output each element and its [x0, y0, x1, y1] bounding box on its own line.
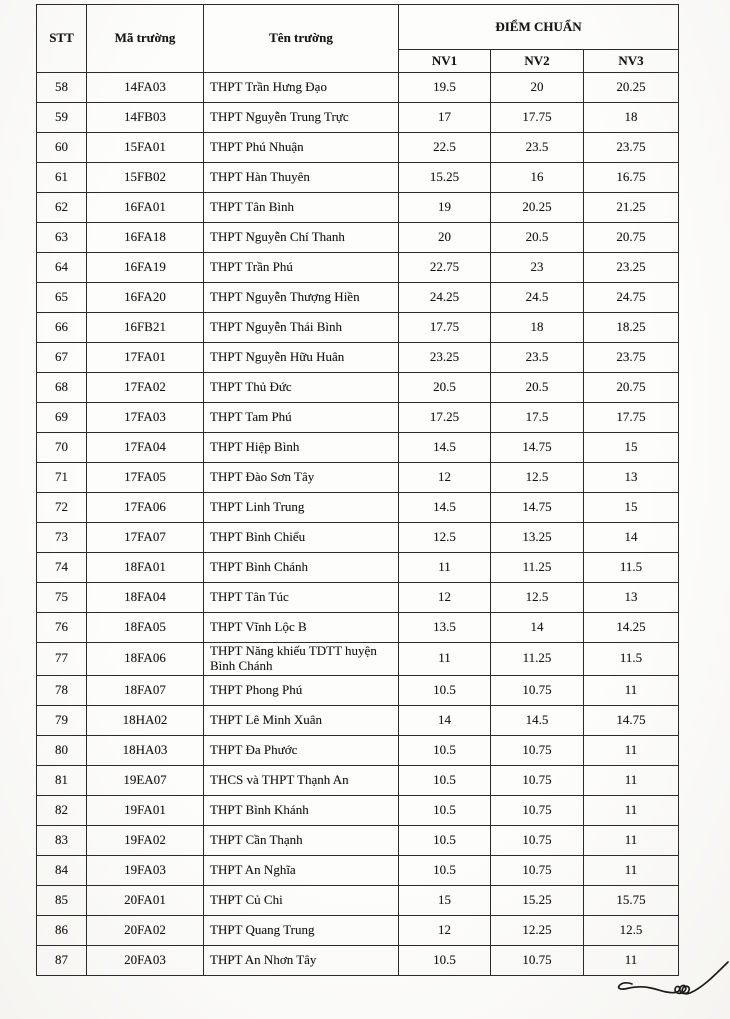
cell-school-code: 17FA04 [87, 433, 204, 463]
cell-school-name: THPT Phong Phú [204, 675, 399, 705]
cell-school-code: 16FA20 [87, 283, 204, 313]
table-body [37, 73, 679, 976]
cell-school-code: 17FA07 [87, 523, 204, 553]
header-nv2: NV2 [491, 50, 584, 73]
cell-nv3-score: 11.5 [584, 553, 679, 583]
table-row [37, 643, 679, 676]
cell-nv2-score: 20.25 [491, 193, 584, 223]
cell-stt: 84 [37, 855, 87, 885]
cell-stt: 75 [37, 583, 87, 613]
table-row [37, 253, 679, 283]
cell-nv2-score: 12.5 [491, 583, 584, 613]
cell-nv3-score: 16.75 [584, 163, 679, 193]
cell-school-code: 19FA02 [87, 825, 204, 855]
cell-school-code: 18FA04 [87, 583, 204, 613]
cell-school-code: 15FA01 [87, 133, 204, 163]
cell-nv3-score: 21.25 [584, 193, 679, 223]
cell-nv1-score: 15 [399, 885, 491, 915]
cell-nv3-score: 17.75 [584, 403, 679, 433]
cell-nv3-score: 11 [584, 795, 679, 825]
cell-nv3-score: 11 [584, 945, 679, 975]
cell-stt: 58 [37, 73, 87, 103]
cell-stt: 71 [37, 463, 87, 493]
cell-school-code: 20FA01 [87, 885, 204, 915]
table-row [37, 433, 679, 463]
cell-nv1-score: 13.5 [399, 613, 491, 643]
cell-school-code: 19EA07 [87, 765, 204, 795]
cell-nv2-score: 12.25 [491, 915, 584, 945]
cell-nv3-score: 11 [584, 735, 679, 765]
cell-school-name: THPT Tân Túc [204, 583, 399, 613]
cell-nv2-score: 20 [491, 73, 584, 103]
cell-school-name: THPT Tân Bình [204, 193, 399, 223]
cell-school-name: THPT Năng khiếu TDTT huyện Bình Chánh [204, 643, 399, 676]
cell-stt: 72 [37, 493, 87, 523]
cell-school-name: THPT Trần Phú [204, 253, 399, 283]
cell-school-code: 16FA01 [87, 193, 204, 223]
table-row [37, 73, 679, 103]
table-row [37, 735, 679, 765]
cell-school-code: 20FA03 [87, 945, 204, 975]
table-row [37, 765, 679, 795]
table-row [37, 463, 679, 493]
cell-nv1-score: 10.5 [399, 795, 491, 825]
cell-stt: 87 [37, 945, 87, 975]
cell-school-name: THPT Vĩnh Lộc B [204, 613, 399, 643]
cell-nv3-score: 12.5 [584, 915, 679, 945]
table-row [37, 373, 679, 403]
cell-nv3-score: 11 [584, 675, 679, 705]
cell-school-code: 15FB02 [87, 163, 204, 193]
signature-scribble [602, 958, 730, 1016]
cell-stt: 59 [37, 103, 87, 133]
table-row [37, 613, 679, 643]
cell-stt: 69 [37, 403, 87, 433]
cell-school-code: 18HA03 [87, 735, 204, 765]
cell-school-name: THPT Nguyễn Trung Trực [204, 103, 399, 133]
cell-school-name: THPT Cần Thạnh [204, 825, 399, 855]
header-nv3: NV3 [584, 50, 679, 73]
cell-nv3-score: 11 [584, 765, 679, 795]
cell-nv2-score: 17.75 [491, 103, 584, 133]
cell-school-code: 18FA01 [87, 553, 204, 583]
cell-stt: 82 [37, 795, 87, 825]
cell-school-name: THPT Quang Trung [204, 915, 399, 945]
cell-nv3-score: 11 [584, 855, 679, 885]
cell-nv1-score: 17.75 [399, 313, 491, 343]
cell-nv2-score: 14.75 [491, 433, 584, 463]
table-row [37, 885, 679, 915]
cell-school-name: THPT Linh Trung [204, 493, 399, 523]
cell-nv2-score: 11.25 [491, 553, 584, 583]
cell-school-name: THPT An Nghĩa [204, 855, 399, 885]
cell-nv3-score: 23.25 [584, 253, 679, 283]
table-row [37, 283, 679, 313]
admission-scores-table [36, 4, 679, 976]
cell-nv3-score: 18 [584, 103, 679, 133]
cell-school-code: 17FA01 [87, 343, 204, 373]
cell-stt: 66 [37, 313, 87, 343]
cell-stt: 70 [37, 433, 87, 463]
cell-stt: 68 [37, 373, 87, 403]
cell-school-name: THPT Củ Chi [204, 885, 399, 915]
cell-nv1-score: 17 [399, 103, 491, 133]
cell-stt: 83 [37, 825, 87, 855]
cell-nv3-score: 15 [584, 433, 679, 463]
cell-stt: 73 [37, 523, 87, 553]
cell-nv2-score: 10.75 [491, 765, 584, 795]
cell-school-code: 17FA03 [87, 403, 204, 433]
cell-stt: 74 [37, 553, 87, 583]
cell-nv3-score: 15 [584, 493, 679, 523]
cell-nv1-score: 10.5 [399, 945, 491, 975]
cell-nv2-score: 13.25 [491, 523, 584, 553]
cell-school-code: 18FA06 [87, 643, 204, 676]
cell-nv1-score: 20.5 [399, 373, 491, 403]
cell-nv1-score: 10.5 [399, 825, 491, 855]
table-row [37, 795, 679, 825]
cell-nv1-score: 14 [399, 705, 491, 735]
cell-nv2-score: 23 [491, 253, 584, 283]
header-school-name: Tên trường [204, 5, 399, 73]
cell-nv2-score: 20.5 [491, 223, 584, 253]
cell-stt: 86 [37, 915, 87, 945]
cell-nv1-score: 22.75 [399, 253, 491, 283]
cell-nv3-score: 20.75 [584, 373, 679, 403]
cell-school-name: THPT Lê Minh Xuân [204, 705, 399, 735]
cell-nv1-score: 12 [399, 463, 491, 493]
cell-nv3-score: 20.25 [584, 73, 679, 103]
cell-school-name: THPT Bình Khánh [204, 795, 399, 825]
cell-stt: 65 [37, 283, 87, 313]
cell-school-name: THPT Nguyễn Hữu Huân [204, 343, 399, 373]
cell-school-code: 18FA05 [87, 613, 204, 643]
cell-school-code: 16FA19 [87, 253, 204, 283]
table-row [37, 675, 679, 705]
cell-nv1-score: 11 [399, 643, 491, 676]
table-row [37, 583, 679, 613]
cell-school-name: THPT Tam Phú [204, 403, 399, 433]
cell-nv2-score: 16 [491, 163, 584, 193]
cell-school-code: 17FA06 [87, 493, 204, 523]
cell-stt: 61 [37, 163, 87, 193]
cell-nv2-score: 20.5 [491, 373, 584, 403]
cell-school-name: THPT Nguyễn Thượng Hiền [204, 283, 399, 313]
cell-school-name: THPT Hàn Thuyên [204, 163, 399, 193]
cell-school-code: 16FB21 [87, 313, 204, 343]
header-school-code: Mã trường [87, 5, 204, 73]
table-row [37, 193, 679, 223]
cell-stt: 78 [37, 675, 87, 705]
cell-nv3-score: 14.25 [584, 613, 679, 643]
cell-nv2-score: 10.75 [491, 675, 584, 705]
cell-nv3-score: 11 [584, 825, 679, 855]
cell-nv1-score: 12.5 [399, 523, 491, 553]
cell-school-name: THPT Nguyễn Thái Bình [204, 313, 399, 343]
table-row [37, 343, 679, 373]
table-row [37, 825, 679, 855]
cell-nv2-score: 10.75 [491, 825, 584, 855]
cell-school-name: THPT Đào Sơn Tây [204, 463, 399, 493]
cell-nv3-score: 24.75 [584, 283, 679, 313]
cell-nv2-score: 14 [491, 613, 584, 643]
table-row [37, 553, 679, 583]
cell-nv1-score: 15.25 [399, 163, 491, 193]
cell-nv3-score: 23.75 [584, 133, 679, 163]
cell-nv3-score: 15.75 [584, 885, 679, 915]
cell-nv3-score: 14.75 [584, 705, 679, 735]
table-row [37, 855, 679, 885]
table-row [37, 705, 679, 735]
cell-stt: 63 [37, 223, 87, 253]
cell-school-code: 17FA02 [87, 373, 204, 403]
cell-nv3-score: 18.25 [584, 313, 679, 343]
cell-school-name: THPT Nguyễn Chí Thanh [204, 223, 399, 253]
cell-stt: 67 [37, 343, 87, 373]
cell-nv2-score: 23.5 [491, 343, 584, 373]
cell-nv2-score: 18 [491, 313, 584, 343]
cell-nv1-score: 23.25 [399, 343, 491, 373]
cell-nv1-score: 10.5 [399, 735, 491, 765]
cell-nv2-score: 10.75 [491, 945, 584, 975]
cell-nv2-score: 10.75 [491, 795, 584, 825]
cell-nv1-score: 20 [399, 223, 491, 253]
header-score-group: ĐIỂM CHUẨN [399, 5, 679, 50]
cell-nv2-score: 11.25 [491, 643, 584, 676]
cell-nv3-score: 13 [584, 463, 679, 493]
cell-stt: 77 [37, 643, 87, 676]
cell-nv3-score: 11.5 [584, 643, 679, 676]
cell-nv1-score: 11 [399, 553, 491, 583]
table-row [37, 313, 679, 343]
cell-school-code: 14FB03 [87, 103, 204, 133]
cell-school-code: 17FA05 [87, 463, 204, 493]
table-row [37, 403, 679, 433]
cell-school-name: THPT Trần Hưng Đạo [204, 73, 399, 103]
header-nv1: NV1 [399, 50, 491, 73]
cell-school-code: 16FA18 [87, 223, 204, 253]
cell-nv2-score: 14.5 [491, 705, 584, 735]
cell-nv1-score: 22.5 [399, 133, 491, 163]
cell-school-name: THPT Bình Chánh [204, 553, 399, 583]
cell-stt: 81 [37, 765, 87, 795]
cell-nv3-score: 13 [584, 583, 679, 613]
table-row [37, 163, 679, 193]
cell-school-code: 14FA03 [87, 73, 204, 103]
cell-stt: 62 [37, 193, 87, 223]
table-row [37, 945, 679, 975]
cell-nv2-score: 17.5 [491, 403, 584, 433]
cell-nv3-score: 23.75 [584, 343, 679, 373]
cell-school-code: 18FA07 [87, 675, 204, 705]
table-row [37, 915, 679, 945]
cell-school-name: THPT Phú Nhuận [204, 133, 399, 163]
cell-nv1-score: 17.25 [399, 403, 491, 433]
cell-school-name: THPT Bình Chiểu [204, 523, 399, 553]
cell-nv2-score: 15.25 [491, 885, 584, 915]
table-row [37, 133, 679, 163]
cell-stt: 64 [37, 253, 87, 283]
cell-school-code: 18HA02 [87, 705, 204, 735]
cell-school-name: THPT Thủ Đức [204, 373, 399, 403]
cell-nv1-score: 19.5 [399, 73, 491, 103]
cell-stt: 60 [37, 133, 87, 163]
cell-nv1-score: 10.5 [399, 675, 491, 705]
cell-nv1-score: 12 [399, 915, 491, 945]
cell-stt: 76 [37, 613, 87, 643]
cell-school-name: THPT Đa Phước [204, 735, 399, 765]
cell-nv1-score: 19 [399, 193, 491, 223]
cell-nv1-score: 12 [399, 583, 491, 613]
cell-nv2-score: 12.5 [491, 463, 584, 493]
cell-nv1-score: 14.5 [399, 493, 491, 523]
cell-nv1-score: 24.25 [399, 283, 491, 313]
cell-nv2-score: 10.75 [491, 735, 584, 765]
table-row [37, 103, 679, 133]
table-row [37, 223, 679, 253]
cell-school-name: THCS và THPT Thạnh An [204, 765, 399, 795]
cell-school-code: 19FA03 [87, 855, 204, 885]
cell-nv2-score: 10.75 [491, 855, 584, 885]
header-stt: STT [37, 5, 87, 73]
cell-nv1-score: 14.5 [399, 433, 491, 463]
cell-nv1-score: 10.5 [399, 855, 491, 885]
cell-nv2-score: 24.5 [491, 283, 584, 313]
cell-school-name: THPT An Nhơn Tây [204, 945, 399, 975]
cell-nv3-score: 20.75 [584, 223, 679, 253]
cell-school-name: THPT Hiệp Bình [204, 433, 399, 463]
cell-stt: 85 [37, 885, 87, 915]
cell-nv3-score: 14 [584, 523, 679, 553]
cell-school-code: 20FA02 [87, 915, 204, 945]
cell-nv1-score: 10.5 [399, 765, 491, 795]
cell-stt: 79 [37, 705, 87, 735]
cell-stt: 80 [37, 735, 87, 765]
cell-nv2-score: 23.5 [491, 133, 584, 163]
table-row [37, 523, 679, 553]
cell-school-code: 19FA01 [87, 795, 204, 825]
table-row [37, 493, 679, 523]
cell-nv2-score: 14.75 [491, 493, 584, 523]
